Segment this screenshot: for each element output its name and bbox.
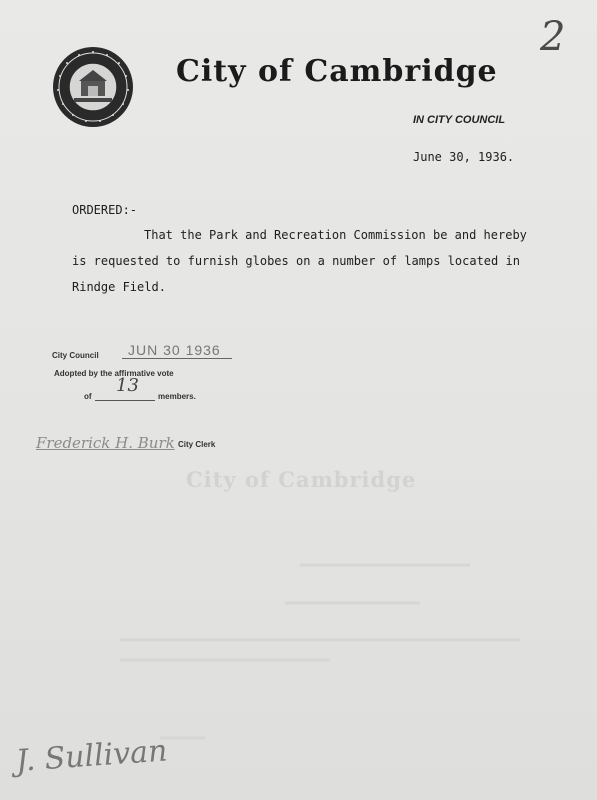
ordered-label: ORDERED:-: [72, 203, 138, 217]
stamp-council-label: City Council: [52, 351, 99, 360]
bleed-through-text: City of Cambridge: [186, 467, 417, 492]
stamp-date: JUN 30 1936: [128, 342, 221, 358]
document-date: June 30, 1936.: [413, 150, 515, 164]
bottom-signature: J. Sullivan: [14, 733, 169, 779]
stamp-members-line: of members.: [84, 392, 196, 401]
clerk-title: City Clerk: [178, 440, 216, 449]
letterhead-title: City of Cambridge: [176, 54, 498, 89]
stamp-adopted-label: Adopted by the affirmative vote: [54, 369, 174, 378]
vote-count: 13: [116, 375, 139, 396]
body-line: That the Park and Recreation Commission be and hereby: [144, 228, 527, 242]
body-line: Rindge Field.: [72, 280, 166, 294]
council-heading: IN CITY COUNCIL: [413, 114, 506, 126]
clerk-signature: Frederick H. Burk: [36, 434, 175, 452]
body-line: is requested to furnish globes on a number of lamps located in: [72, 254, 520, 268]
page-number: 2: [540, 14, 566, 60]
